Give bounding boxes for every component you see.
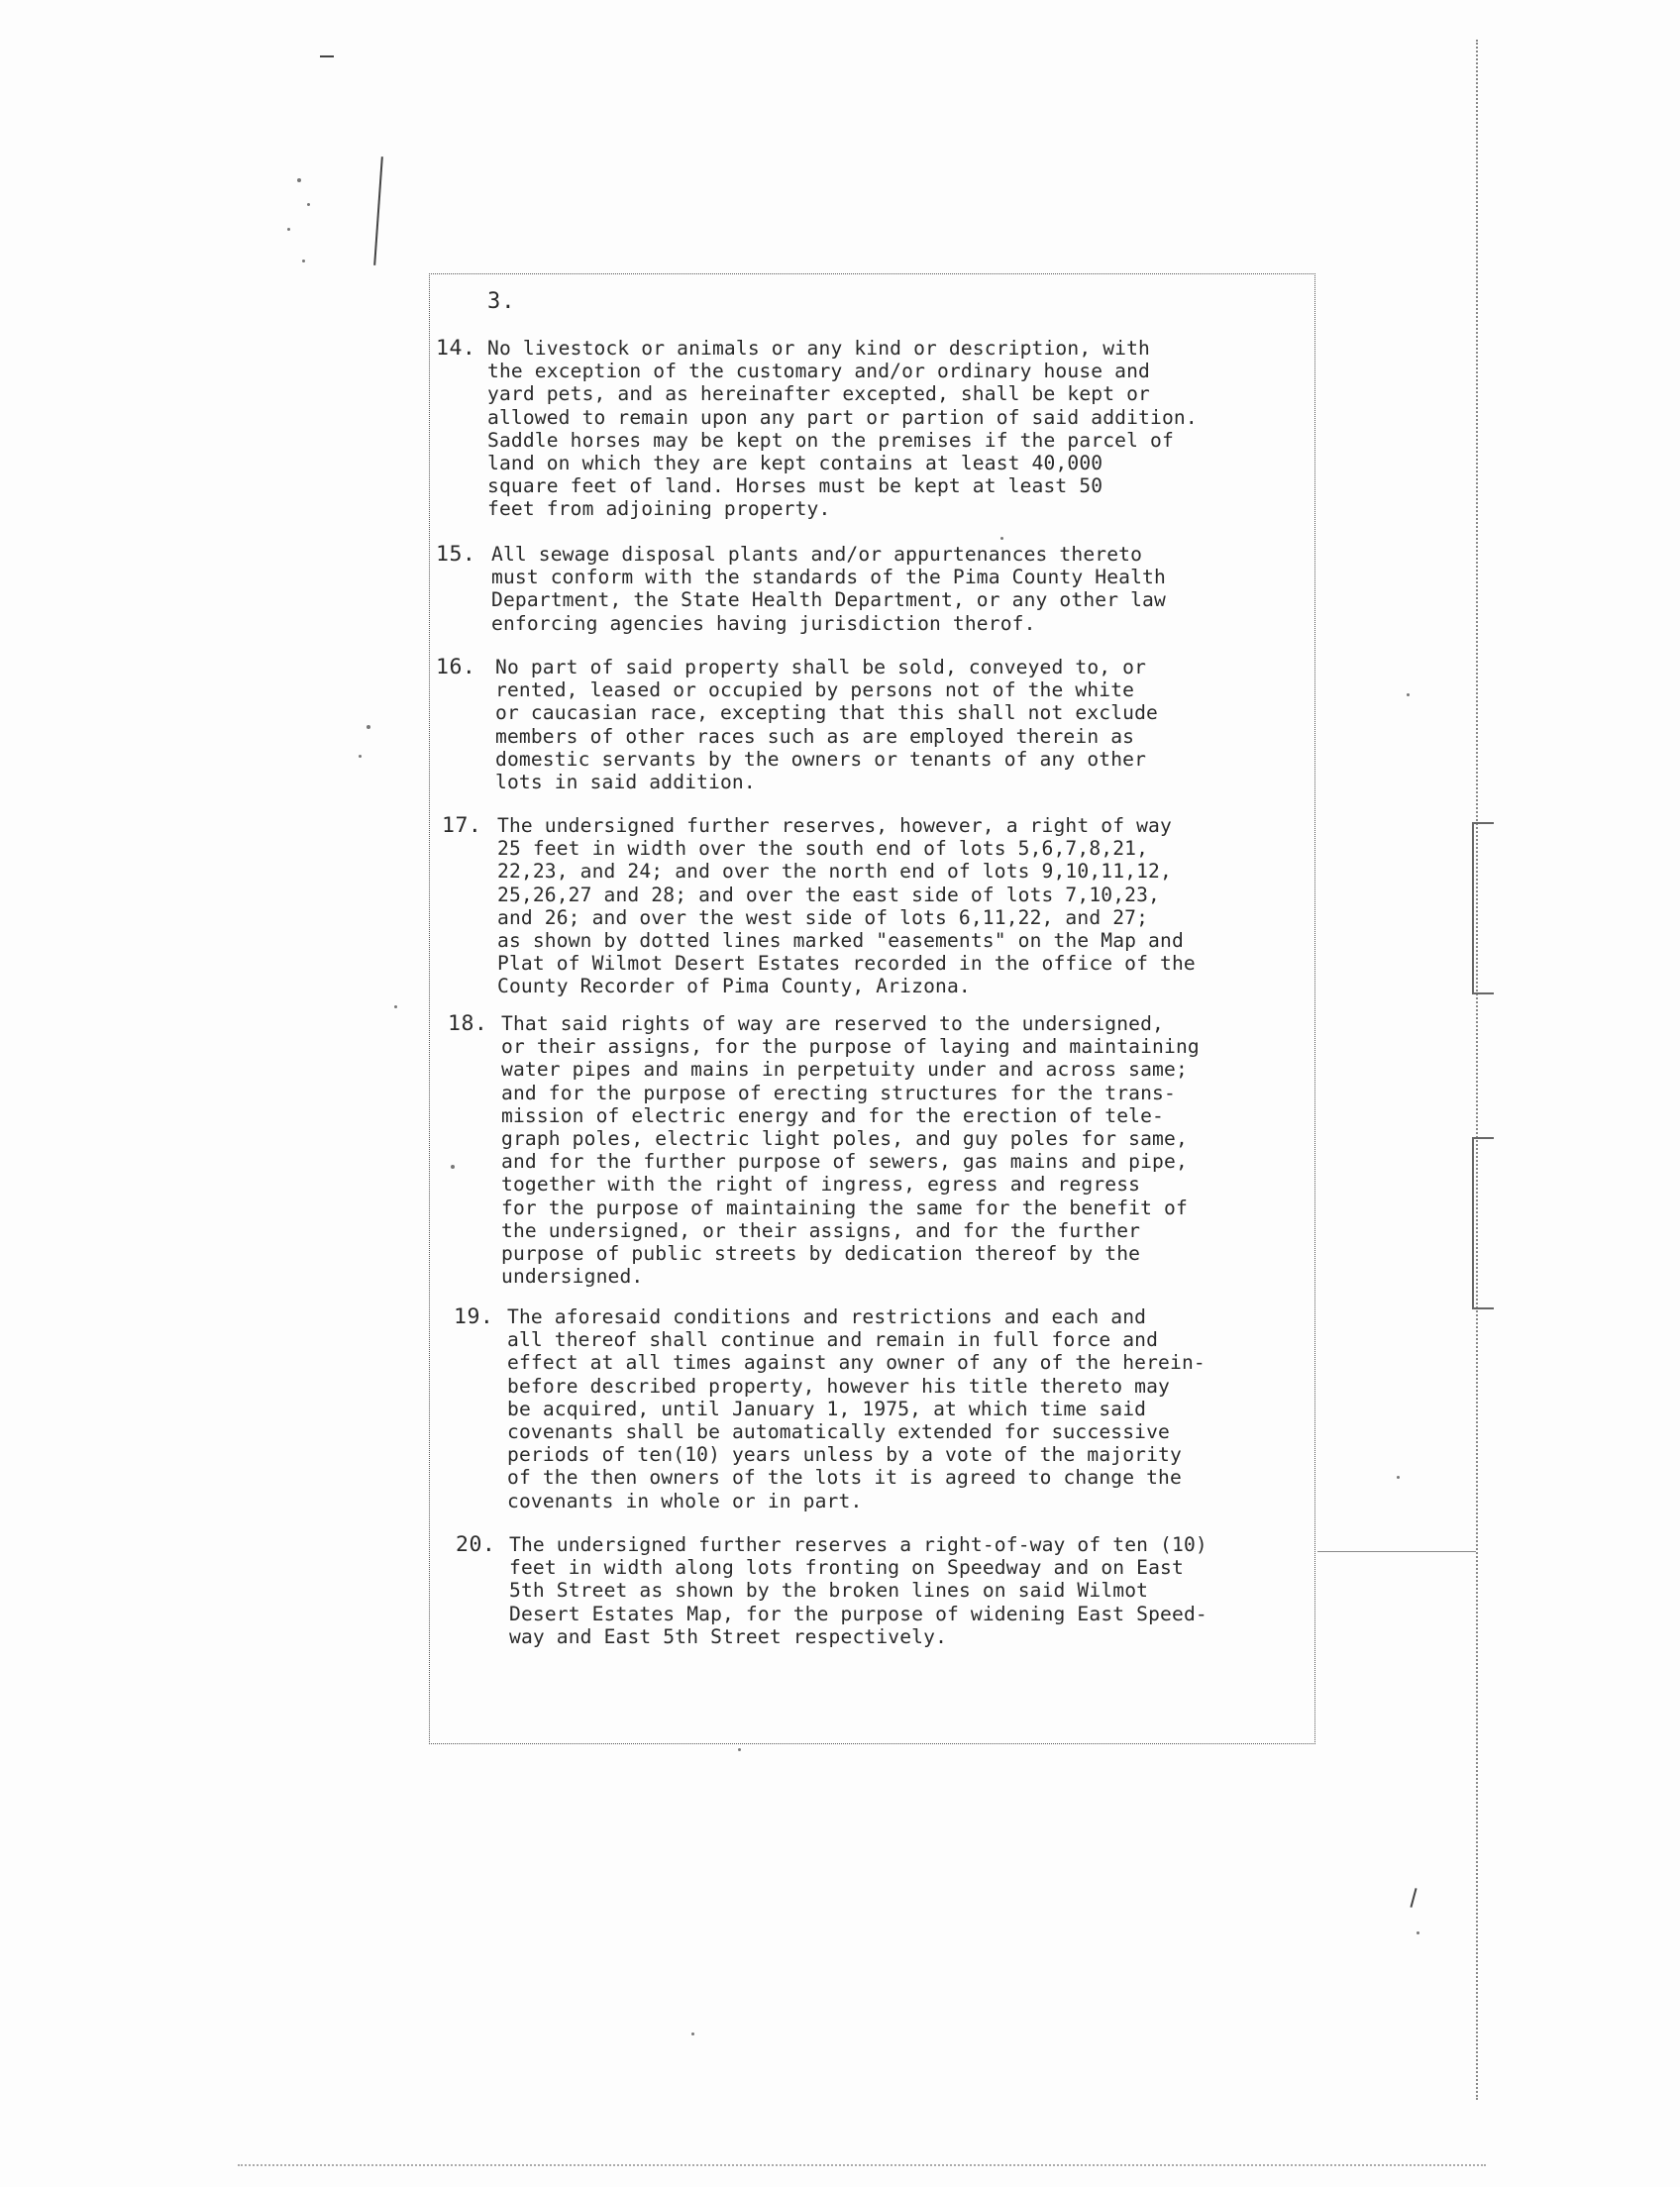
scan-speck <box>287 228 290 231</box>
clause-text: The undersigned further reserves a right-of-way of ten (10) feet in width along lots fronting on Speedway and on East 5th Street as shown by the broken lines on said Wilmot Desert Estates Map, for the purpose of widening East Speed- way and East 5th Street respectively. <box>509 1533 1208 1648</box>
clause-text: No livestock or animals or any kind or description, with the exception of the customary and/or ordinary house and yard pets, and as hereinafter excepted, shall be kept or allowed to remain upon any part or partion of said addition. Saddle horses may be kept on the premises if the parcel of land on which they are kept contains at least 40,000 square feet of land. Horses must be kept at least 50 feet from adjoining property. <box>487 337 1198 521</box>
scan-speck <box>297 178 301 182</box>
scan-artifact-line <box>373 156 383 265</box>
scan-speck <box>1407 693 1410 696</box>
clause-text: All sewage disposal plants and/or appurtenances thereto must conform with the standards of the Pima County Health Department, the State Health Department, or any other law enforcing agencies having jurisdiction therof. <box>491 543 1166 635</box>
clause-text: That said rights of way are reserved to the undersigned, or their assigns, for the purpose of laying and maintaining water pipes and mains in perpetuity under and across same; and for the purpose of erecting structures for the trans- mission of electric energy and for the erection of tele- graph poles, electric light poles, and guy poles for same, and for the further purpose of sewers, gas mains and pipe, together with the right of ingress, egress and regress for the purpose of maintaining the same for the benefit of the undersigned, or their assigns, and for the further purpose of public streets by dedication thereof by the undersigned. <box>501 1012 1200 1289</box>
scan-bracket <box>1472 1137 1494 1309</box>
scan-speck <box>302 260 305 262</box>
clause-number: 16. <box>436 655 476 679</box>
scan-speck <box>359 755 362 758</box>
scan-speck <box>307 203 310 206</box>
scan-artifact-line <box>1317 1551 1476 1552</box>
clause-text: The aforesaid conditions and restrictions and each and all thereof shall continue and remain in full force and effect at all times against any owner of any of the herein- before described property, however his title thereto may be acquired, until January 1, 1975, at which time said covenants shall be automatically extended for successive periods of ten(10) years unless by a vote of the majority of the then owners of the lots it is agreed to change the covenants in whole or in part. <box>507 1305 1206 1512</box>
scan-edge <box>1476 40 1480 2100</box>
clause-number: 17. <box>442 813 482 838</box>
scan-bracket <box>1472 822 1494 994</box>
clause-text: The undersigned further reserves, however, a right of way 25 feet in width over the south end of lots 5,6,7,8,21, 22,23, and 24; and over the north end of lots 9,10,11,12, 25,26,27 and 28; and over the east side of lots 7,10,23, and 26; and over the west side of lots 6,11,22, and 27; as shown by dotted lines marked "easements" on the Map and Plat of Wilmot Desert Estates recorded in the office of the County Recorder of Pima County, Arizona. <box>497 814 1196 998</box>
page-number: 3. <box>487 289 516 314</box>
scan-artifact-line <box>1410 1888 1417 1908</box>
clause-number: 15. <box>436 542 476 567</box>
scan-artifact-line <box>320 55 334 57</box>
clause-text: No part of said property shall be sold, conveyed to, or rented, leased or occupied by persons not of the white or caucasian race, excepting that this shall not exclude members of other races such as are employed therein as domestic servants by the owners or tenants of any other lots in said addition. <box>495 656 1158 794</box>
scan-speck <box>394 1005 397 1008</box>
scan-speck <box>1417 1931 1419 1934</box>
clause-number: 19. <box>454 1304 494 1329</box>
scan-speck <box>1397 1476 1400 1479</box>
scan-speck <box>738 1748 741 1751</box>
clause-number: 18. <box>448 1011 488 1036</box>
clause-number: 14. <box>436 336 476 361</box>
scan-speck <box>367 725 370 729</box>
clause-number: 20. <box>456 1532 496 1557</box>
scan-speck <box>691 2032 694 2035</box>
scan-noise <box>238 2164 1486 2170</box>
